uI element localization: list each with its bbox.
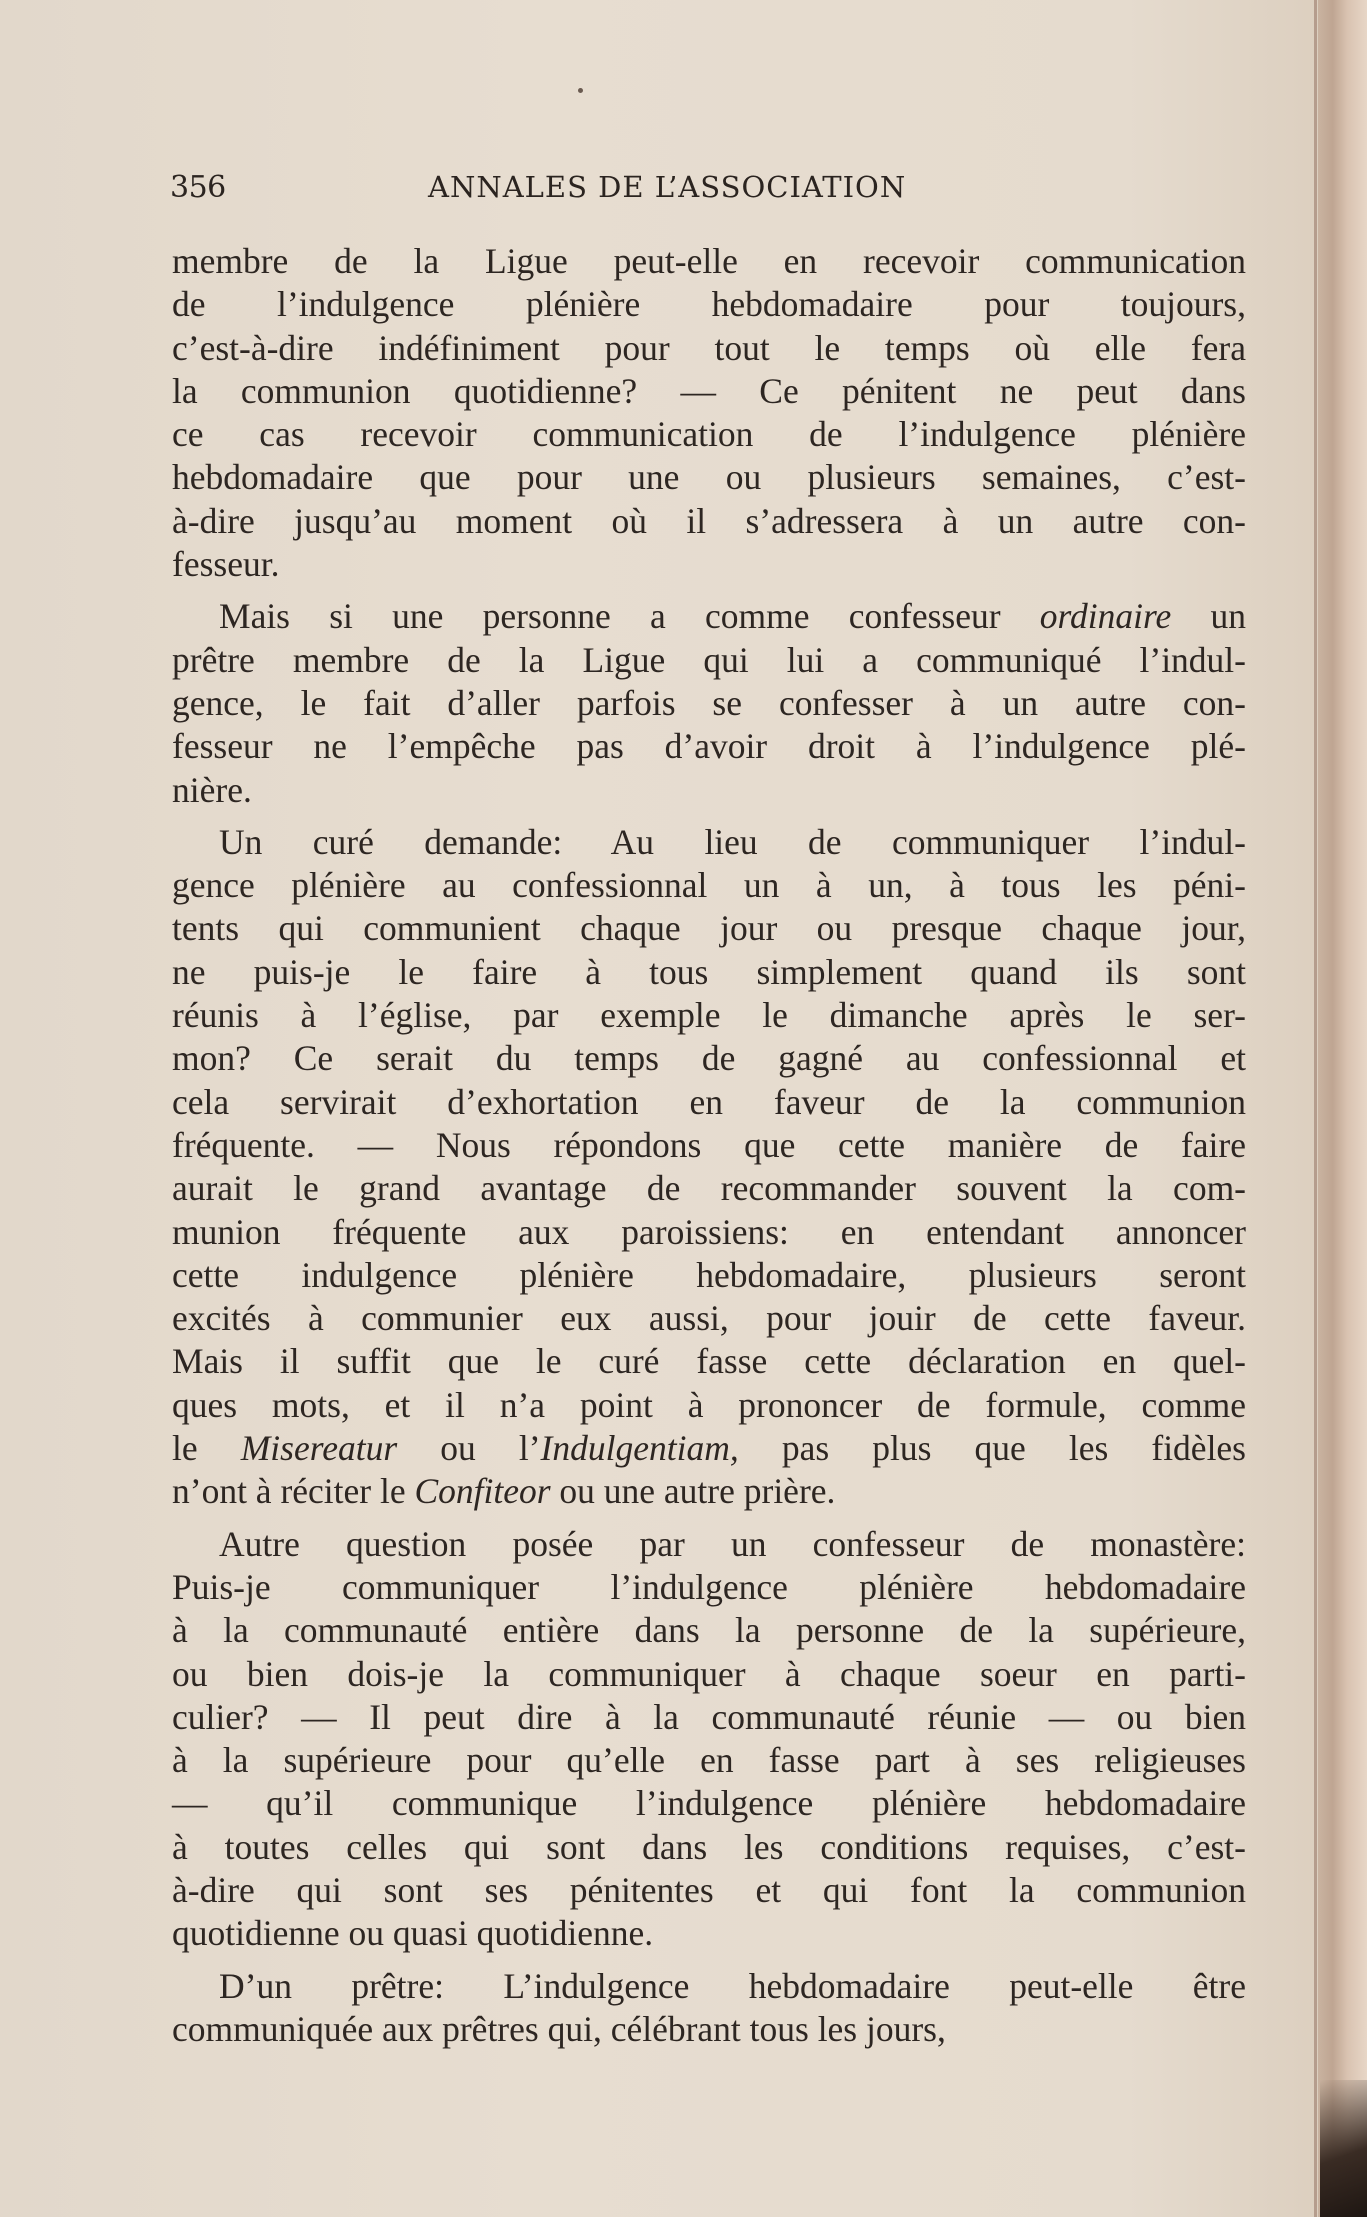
text-run: fesseur ne l’empêche pas d’avoir droit à l’indulgence plé- — [172, 726, 1246, 767]
paragraph — [172, 1965, 1246, 2052]
text-run: ques mots, et il n’a point à prononcer de formule, comme — [172, 1384, 1246, 1425]
text-line — [172, 682, 1246, 725]
paragraph — [172, 1523, 1246, 1956]
page-edge — [1318, 0, 1367, 2217]
text-run: ne puis-je le faire à tous simplement quand ils sont — [172, 951, 1246, 992]
text-line — [172, 1609, 1246, 1652]
text-run: communiquée aux prêtres qui, célébrant tous les jours, — [172, 2008, 946, 2049]
text-line — [172, 907, 1246, 950]
text-line — [172, 1965, 1246, 2008]
text-line — [172, 864, 1246, 907]
italic-text: ordinaire — [1039, 596, 1172, 637]
text-run: Autre question posée par un confesseur de monastère: — [219, 1523, 1246, 1564]
text-line — [172, 456, 1246, 499]
paragraph — [172, 240, 1246, 586]
italic-text: Misereatur — [240, 1428, 398, 1469]
paragraph — [172, 821, 1246, 1514]
text-run: Un curé demande: Au lieu de communiquer l’indul- — [219, 821, 1246, 862]
text-line — [172, 1037, 1246, 1080]
text-run: ou bien dois-je la communiquer à chaque soeur en parti- — [172, 1653, 1246, 1694]
paragraph — [172, 595, 1246, 811]
text-run: pas plus que les fidèles — [738, 1428, 1247, 1469]
text-run: à toutes celles qui sont dans les conditions requises, c’est- — [172, 1826, 1246, 1867]
text-line — [172, 283, 1246, 326]
text-run: cela servirait d’exhortation en faveur de la communion — [172, 1081, 1246, 1122]
text-line — [172, 413, 1246, 456]
text-run: mon? Ce serait du temps de gagné au confessionnal et — [172, 1038, 1246, 1079]
text-line — [172, 1696, 1246, 1739]
text-line — [172, 2008, 1246, 2051]
running-header — [170, 168, 990, 216]
text-line — [172, 951, 1246, 994]
text-line — [172, 1869, 1246, 1912]
italic-text: Confiteor — [414, 1471, 551, 1512]
text-line — [172, 240, 1246, 283]
text-run: D’un prêtre: L’indulgence hebdomadaire peut-elle être — [219, 1965, 1246, 2006]
text-run: c’est-à-dire indéfiniment pour tout le temps où elle fera — [172, 327, 1246, 368]
text-run: à-dire jusqu’au moment où il s’adressera à un autre con- — [172, 500, 1246, 541]
text-line — [172, 1826, 1246, 1869]
text-run: fesseur. — [172, 544, 280, 585]
text-line — [172, 1297, 1246, 1340]
text-line — [172, 1912, 1246, 1955]
text-run: le — [172, 1428, 241, 1469]
text-run: membre de la Ligue peut-elle en recevoir communication — [172, 241, 1246, 281]
text-run: gence plénière au confessionnal un à un, à tous les péni- — [172, 865, 1246, 906]
text-line — [172, 370, 1246, 413]
text-run: un — [1171, 596, 1247, 637]
text-run: à-dire qui sont ses pénitentes et qui font la communion — [172, 1869, 1246, 1910]
text-line — [172, 1384, 1246, 1427]
text-line — [172, 1782, 1246, 1825]
text-line — [172, 994, 1246, 1037]
text-line — [172, 1427, 1246, 1470]
text-run: n’ont à réciter le — [172, 1471, 415, 1512]
text-run: munion fréquente aux paroissiens: en entendant annoncer — [172, 1211, 1246, 1252]
text-run: fréquente. — Nous répondons que cette manière de faire — [172, 1124, 1246, 1165]
italic-text: Indulgentiam, — [540, 1428, 739, 1469]
text-run: ce cas recevoir communication de l’indulgence plénière — [172, 414, 1246, 455]
text-line — [172, 1081, 1246, 1124]
text-run: ou une autre prière. — [550, 1471, 836, 1512]
page-edge-shadow — [1314, 0, 1317, 2217]
text-line — [172, 543, 1246, 586]
text-run: réunis à l’église, par exemple le dimanche après le ser- — [172, 995, 1246, 1036]
text-run: Mais si une personne a comme confesseur — [219, 596, 1040, 637]
dark-corner — [1320, 2080, 1367, 2217]
text-run: Puis-je communiquer l’indulgence plénière hebdomadaire — [172, 1566, 1246, 1607]
text-run: quotidienne ou quasi quotidienne. — [172, 1913, 654, 1954]
text-line — [172, 1470, 1246, 1513]
text-line — [172, 1167, 1246, 1210]
text-line — [172, 1523, 1246, 1566]
body-text — [172, 240, 1246, 2051]
text-run: Mais il suffit que le curé fasse cette déclaration en quel- — [172, 1341, 1246, 1382]
text-run: la communion quotidienne? — Ce pénitent ne peut dans — [172, 370, 1246, 411]
text-run: à la communauté entière dans la personne de la supérieure, — [172, 1610, 1246, 1651]
ink-speck — [578, 88, 583, 93]
text-line — [172, 725, 1246, 768]
text-run: prêtre membre de la Ligue qui lui a communiqué l’indul- — [172, 639, 1246, 680]
text-run: nière. — [172, 769, 252, 810]
text-line — [172, 595, 1246, 638]
text-run: tents qui communient chaque jour ou presque chaque jour, — [172, 908, 1246, 949]
text-run: cette indulgence plénière hebdomadaire, plusieurs seront — [172, 1254, 1246, 1295]
text-line — [172, 1124, 1246, 1167]
page-number: 356 — [170, 170, 226, 205]
text-run: culier? — Il peut dire à la communauté réunie — ou bien — [172, 1696, 1246, 1737]
text-line — [172, 821, 1246, 864]
text-line — [172, 1211, 1246, 1254]
text-run: hebdomadaire que pour une ou plusieurs semaines, c’est- — [172, 457, 1246, 498]
text-run: de l’indulgence plénière hebdomadaire pour toujours, — [172, 284, 1246, 325]
text-run: — qu’il communique l’indulgence plénière hebdomadaire — [172, 1783, 1246, 1824]
text-run: gence, le fait d’aller parfois se confesser à un autre con- — [172, 682, 1246, 723]
text-line — [172, 1340, 1246, 1383]
text-run: ou l’ — [397, 1428, 541, 1469]
text-line — [172, 1254, 1246, 1297]
text-line — [172, 1566, 1246, 1609]
text-run: à la supérieure pour qu’elle en fasse part à ses religieuses — [172, 1740, 1246, 1781]
text-run: aurait le grand avantage de recommander souvent la com- — [172, 1168, 1246, 1209]
text-line — [172, 500, 1246, 543]
text-line — [172, 1653, 1246, 1696]
text-line — [172, 769, 1246, 812]
text-line — [172, 327, 1246, 370]
text-line — [172, 639, 1246, 682]
text-run: excités à communier eux aussi, pour jouir de cette faveur. — [172, 1298, 1246, 1339]
text-line — [172, 1739, 1246, 1782]
running-title: ANNALES DE L’ASSOCIATION — [428, 170, 907, 204]
